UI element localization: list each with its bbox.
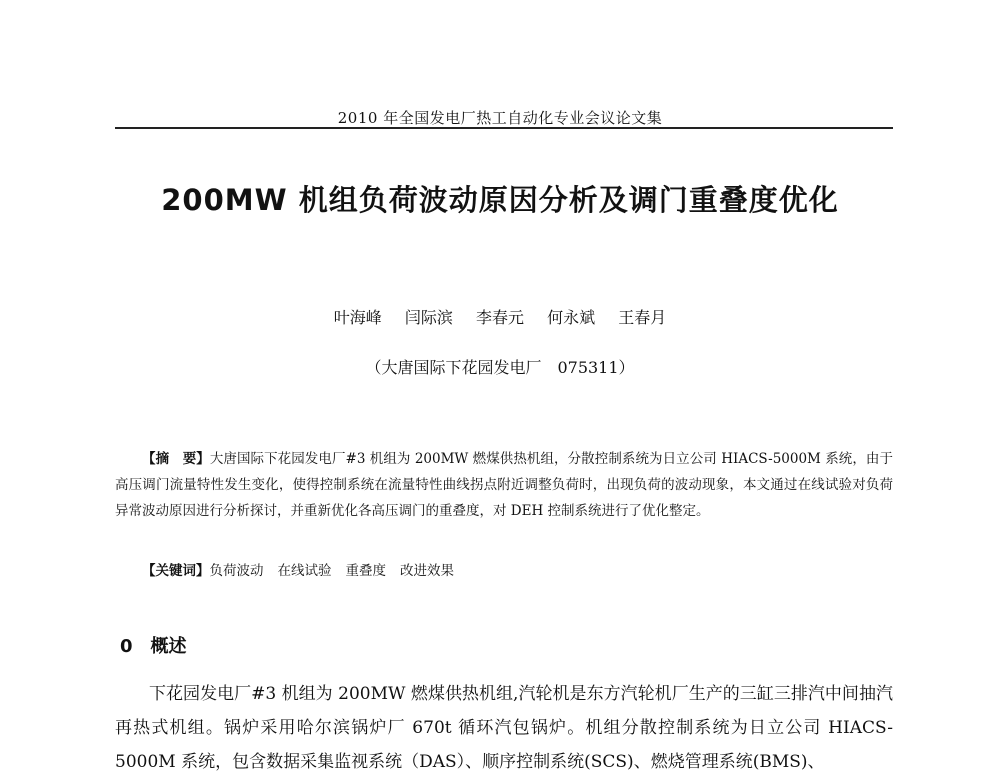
author-name: 闫际滨 (404, 308, 453, 327)
keywords-label: 【关键词】 (142, 563, 210, 579)
header-rule (115, 127, 893, 129)
running-header: 2010 年全国发电厂热工自动化专业会议论文集 (337, 109, 663, 127)
section-number: 0 (120, 636, 133, 657)
paper-title: 200MW 机组负荷波动原因分析及调门重叠度优化 (161, 183, 839, 217)
author-list (0, 305, 1000, 328)
author-name: 王春月 (618, 308, 667, 327)
keywords (115, 558, 893, 584)
section-title: 概述 (150, 636, 187, 657)
keyword: 在线试验 (277, 563, 332, 579)
keyword: 改进效果 (400, 563, 454, 579)
affiliation: （大唐国际下花园发电厂 075311） (365, 358, 635, 377)
keyword: 重叠度 (345, 563, 386, 579)
keyword: 负荷波动 (209, 563, 264, 579)
body-paragraph: 下花园发电厂#3 机组为 200MW 燃煤供热机组,汽轮机是东方汽轮机厂生产的三缸三排汽中间抽汽再热式机组。锅炉采用哈尔滨锅炉厂 670t 循环汽包锅炉。机组分散控制系统为日立公司 HIACS-5000M 系统，包含数据采集监视系统（DAS）、顺序控制系统(SCS)、燃烧管理系统(BMS)、 (115, 684, 893, 772)
abstract-label: 【摘 要】 (142, 451, 210, 467)
section-heading (120, 632, 187, 658)
abstract-text: 大唐国际下花园发电厂#3 机组为 200MW 燃煤供热机组，分散控制系统为日立公司 HIACS-5000M 系统，由于高压调门流量特性发生变化，使得控制系统在流量特性曲线拐点附近调整负荷时，出现负荷的波动现象，本文通过在线试验对负荷异常波动原因进行分析探讨，并重新优化各高压调门的重叠度，对 DEH 控制系统进行了优化整定。 (115, 451, 894, 519)
author-name: 李春元 (475, 308, 524, 327)
author-name: 叶海峰 (333, 308, 382, 327)
abstract (115, 446, 893, 524)
author-name: 何永斌 (547, 308, 596, 327)
